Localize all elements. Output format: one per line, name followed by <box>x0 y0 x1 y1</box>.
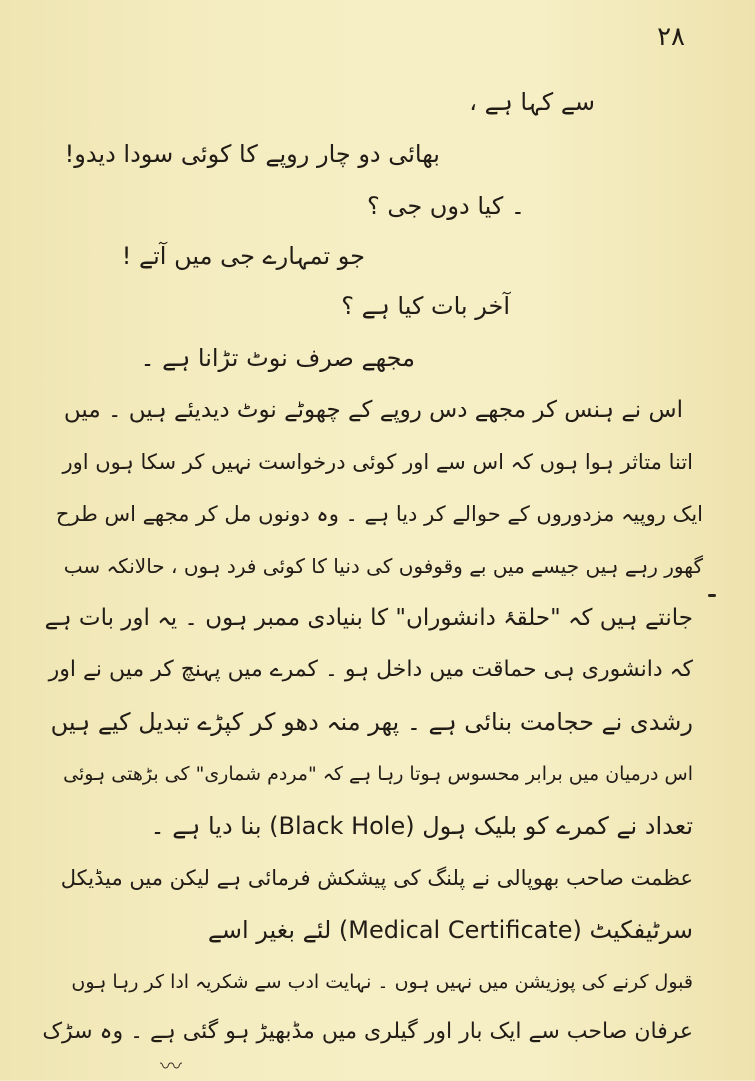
text-line: اس نے ہنس کر مجھے دس روپے کے چھوٹے نوٹ دیدیئے ہیں ۔ میں <box>63 397 683 423</box>
text-line: عرفان صاحب سے ایک بار اور گیلری میں مڈبھیڑ ہو گئی ہے ۔ وہ سڑک <box>42 1019 693 1044</box>
text-line: رشدی نے حجامت بنائی ہے ۔ پھر منہ دھو کر کپڑے تبدیل کیے ہیں <box>50 708 693 736</box>
text-line: جانتے ہیں کہ "حلقۂ دانشوراں" کا بنیادی ممبر ہوں ۔ یہ اور بات ہے <box>44 605 693 631</box>
text-line: سرٹیفکیٹ (Medical Certificate) لئے بغیر اسے <box>207 916 693 944</box>
text-line: سے کہا ہے ، <box>469 88 595 116</box>
page-number: ۲۸ <box>657 22 685 52</box>
text-line: آخر بات کیا ہے ؟ <box>341 292 510 320</box>
text-line: گھور رہے ہیں جیسے میں بے وقوفوں کی دنیا کا کوئی فرد ہوں ، حالانکہ سب <box>63 554 703 578</box>
text-line: تعداد نے کمرے کو بلیک ہول (Black Hole) بنا دیا ہے ۔ <box>150 812 693 840</box>
text-line: بھائی دو چار روپے کا کوئی سودا دیدو! <box>64 140 440 168</box>
text-line: اتنا متاثر ہوا ہوں کہ اس سے اور کوئی درخواست نہیں کر سکا ہوں اور <box>62 450 693 474</box>
text-line: جو تمہارے جی میں آتے ! <box>121 242 365 270</box>
text-line: اس درمیان میں برابر محسوس ہوتا رہا ہے کہ "مردم شماری" کی بڑھتی ہوئی <box>63 763 693 785</box>
text-line: کہ دانشوری ہی حماقت میں داخل ہو ۔ کمرے میں پہنچ کر میں نے اور <box>48 657 693 682</box>
text-line: قبول کرنے کی پوزیشن میں نہیں ہوں ۔ نہایت ادب سے شکریہ ادا کر رہا ہوں <box>71 971 693 993</box>
ink-mark-icon: 〰 <box>160 1055 183 1080</box>
text-line: ایک روپیہ مزدوروں کے حوالے کر دیا ہے ۔ وہ دونوں مل کر مجھے اس طرح <box>55 502 703 526</box>
text-line: مجھے صرف نوٹ تڑانا ہے ۔ <box>140 344 415 372</box>
text-line: ۔ کیا دوں جی ؟ <box>366 192 525 220</box>
margin-dash-mark <box>708 594 716 597</box>
text-line: عظمت صاحب بھوپالی نے پلنگ کی پیشکش فرمائی ہے لیکن میں میڈیکل <box>60 866 693 890</box>
